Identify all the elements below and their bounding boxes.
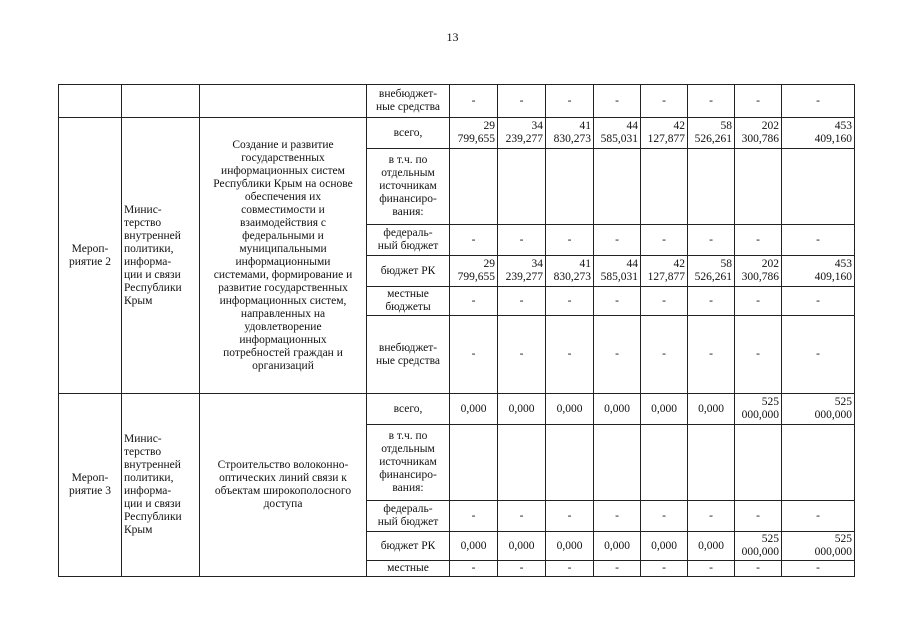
measure-cell [59, 85, 122, 118]
funding-value: - [594, 561, 641, 577]
funding-value: - [688, 316, 735, 394]
funding-value: - [641, 225, 688, 256]
funding-value [450, 149, 498, 225]
funding-value: 34 239,277 [498, 118, 546, 149]
funding-value [594, 425, 641, 501]
executor-name: Минис- терство внутренней политики, информа- ции и связи Республики Крым [122, 118, 200, 394]
funding-value: - [594, 287, 641, 316]
funding-value: - [498, 287, 546, 316]
funding-value: 525 000,000 [735, 532, 782, 561]
funding-value: 0,000 [594, 532, 641, 561]
funding-value: 44 585,031 [594, 118, 641, 149]
measure-description: Строительство волоконно- оптических линий связи к объектам широкополосного доступа [200, 394, 367, 577]
funding-value: - [782, 501, 855, 532]
funding-value: - [735, 316, 782, 394]
funding-value: - [735, 85, 782, 118]
funding-value: 202 300,786 [735, 118, 782, 149]
table-row [59, 85, 855, 118]
funding-value: 0,000 [450, 532, 498, 561]
funding-source-label: в т.ч. по отдельным источникам финансиро- вания: [367, 425, 450, 501]
funding-value: - [498, 561, 546, 577]
funding-value: - [546, 225, 594, 256]
funding-value [688, 149, 735, 225]
funding-value: 58 526,261 [688, 118, 735, 149]
measure-label: Мероп- риятие 3 [59, 394, 122, 577]
funding-value: - [782, 225, 855, 256]
funding-value: - [688, 287, 735, 316]
funding-source-label: федераль- ный бюджет [367, 501, 450, 532]
funding-value: - [546, 316, 594, 394]
description-cell [200, 85, 367, 118]
funding-source-label: в т.ч. по отдельным источникам финансиро- вания: [367, 149, 450, 225]
funding-value: 0,000 [688, 532, 735, 561]
funding-value: 41 830,273 [546, 256, 594, 287]
funding-value: - [498, 316, 546, 394]
funding-source-label: бюджет РК [367, 256, 450, 287]
measure-description: Создание и развитие государственных информационных систем Республики Крым на основе обеспечения их совместимости и взаимодействия с федеральными и муниципальными информационными системами, формирование и развитие государственных информационных систем, направленных на удовлетворение информационных потребностей граждан и организаций [200, 118, 367, 394]
funding-value: - [498, 85, 546, 118]
funding-source-label: местные бюджеты [367, 287, 450, 316]
funding-value [594, 149, 641, 225]
funding-value: - [641, 501, 688, 532]
funding-value: - [498, 501, 546, 532]
funding-value: - [641, 561, 688, 577]
funding-value: - [735, 561, 782, 577]
funding-value: - [546, 85, 594, 118]
funding-value [641, 425, 688, 501]
funding-source-label: внебюджет- ные средства [367, 316, 450, 394]
funding-value [450, 425, 498, 501]
funding-source-label: федераль- ный бюджет [367, 225, 450, 256]
funding-value: - [450, 225, 498, 256]
funding-value: - [782, 85, 855, 118]
funding-source-label: бюджет РК [367, 532, 450, 561]
funding-value: - [450, 316, 498, 394]
funding-value: - [594, 316, 641, 394]
funding-value: 453 409,160 [782, 256, 855, 287]
funding-value: 0,000 [498, 532, 546, 561]
funding-value: 0,000 [546, 532, 594, 561]
funding-value: - [594, 85, 641, 118]
funding-value: 0,000 [450, 394, 498, 425]
funding-value: 525 000,000 [782, 394, 855, 425]
funding-value [782, 425, 855, 501]
funding-value: 29 799,655 [450, 118, 498, 149]
funding-value: - [735, 287, 782, 316]
table-row [59, 394, 855, 425]
funding-value: - [546, 501, 594, 532]
funding-value: - [688, 225, 735, 256]
funding-table [58, 84, 855, 577]
funding-value: - [498, 225, 546, 256]
funding-value: 0,000 [594, 394, 641, 425]
funding-value: - [594, 225, 641, 256]
funding-value: - [450, 501, 498, 532]
funding-value: - [546, 561, 594, 577]
funding-source-label: местные [367, 561, 450, 577]
funding-value: - [735, 225, 782, 256]
funding-value [735, 149, 782, 225]
funding-value: 0,000 [546, 394, 594, 425]
funding-value [546, 425, 594, 501]
funding-value: 44 585,031 [594, 256, 641, 287]
funding-value [688, 425, 735, 501]
executor-name: Минис- терство внутренней политики, информа- ции и связи Республики Крым [122, 394, 200, 577]
funding-source-label: всего, [367, 394, 450, 425]
funding-value: 525 000,000 [735, 394, 782, 425]
funding-value: 42 127,877 [641, 256, 688, 287]
funding-value: 42 127,877 [641, 118, 688, 149]
funding-value: - [641, 85, 688, 118]
funding-value: - [594, 501, 641, 532]
funding-value: 29 799,655 [450, 256, 498, 287]
funding-value: 453 409,160 [782, 118, 855, 149]
funding-value: - [450, 561, 498, 577]
funding-value: - [782, 316, 855, 394]
funding-value: - [450, 287, 498, 316]
funding-value: - [450, 85, 498, 118]
funding-value: 34 239,277 [498, 256, 546, 287]
funding-value: 0,000 [641, 394, 688, 425]
funding-value: 0,000 [498, 394, 546, 425]
funding-value: 525 000,000 [782, 532, 855, 561]
funding-value: - [735, 501, 782, 532]
funding-value: 202 300,786 [735, 256, 782, 287]
funding-value: - [641, 287, 688, 316]
funding-value: - [641, 316, 688, 394]
funding-value: - [782, 287, 855, 316]
funding-value [735, 425, 782, 501]
funding-source-label: внебюджет- ные средства [367, 85, 450, 118]
funding-value: - [688, 501, 735, 532]
funding-value: - [546, 287, 594, 316]
funding-value [641, 149, 688, 225]
funding-value: - [688, 561, 735, 577]
funding-value: 0,000 [688, 394, 735, 425]
page-number: 13 [446, 30, 459, 44]
funding-value: - [782, 561, 855, 577]
funding-value: 58 526,261 [688, 256, 735, 287]
funding-value: - [688, 85, 735, 118]
funding-source-label: всего, [367, 118, 450, 149]
funding-value [498, 425, 546, 501]
table-row [59, 118, 855, 149]
executor-cell [122, 85, 200, 118]
funding-value [782, 149, 855, 225]
funding-value: 41 830,273 [546, 118, 594, 149]
funding-value [498, 149, 546, 225]
funding-value [546, 149, 594, 225]
measure-label: Мероп- риятие 2 [59, 118, 122, 394]
funding-value: 0,000 [641, 532, 688, 561]
